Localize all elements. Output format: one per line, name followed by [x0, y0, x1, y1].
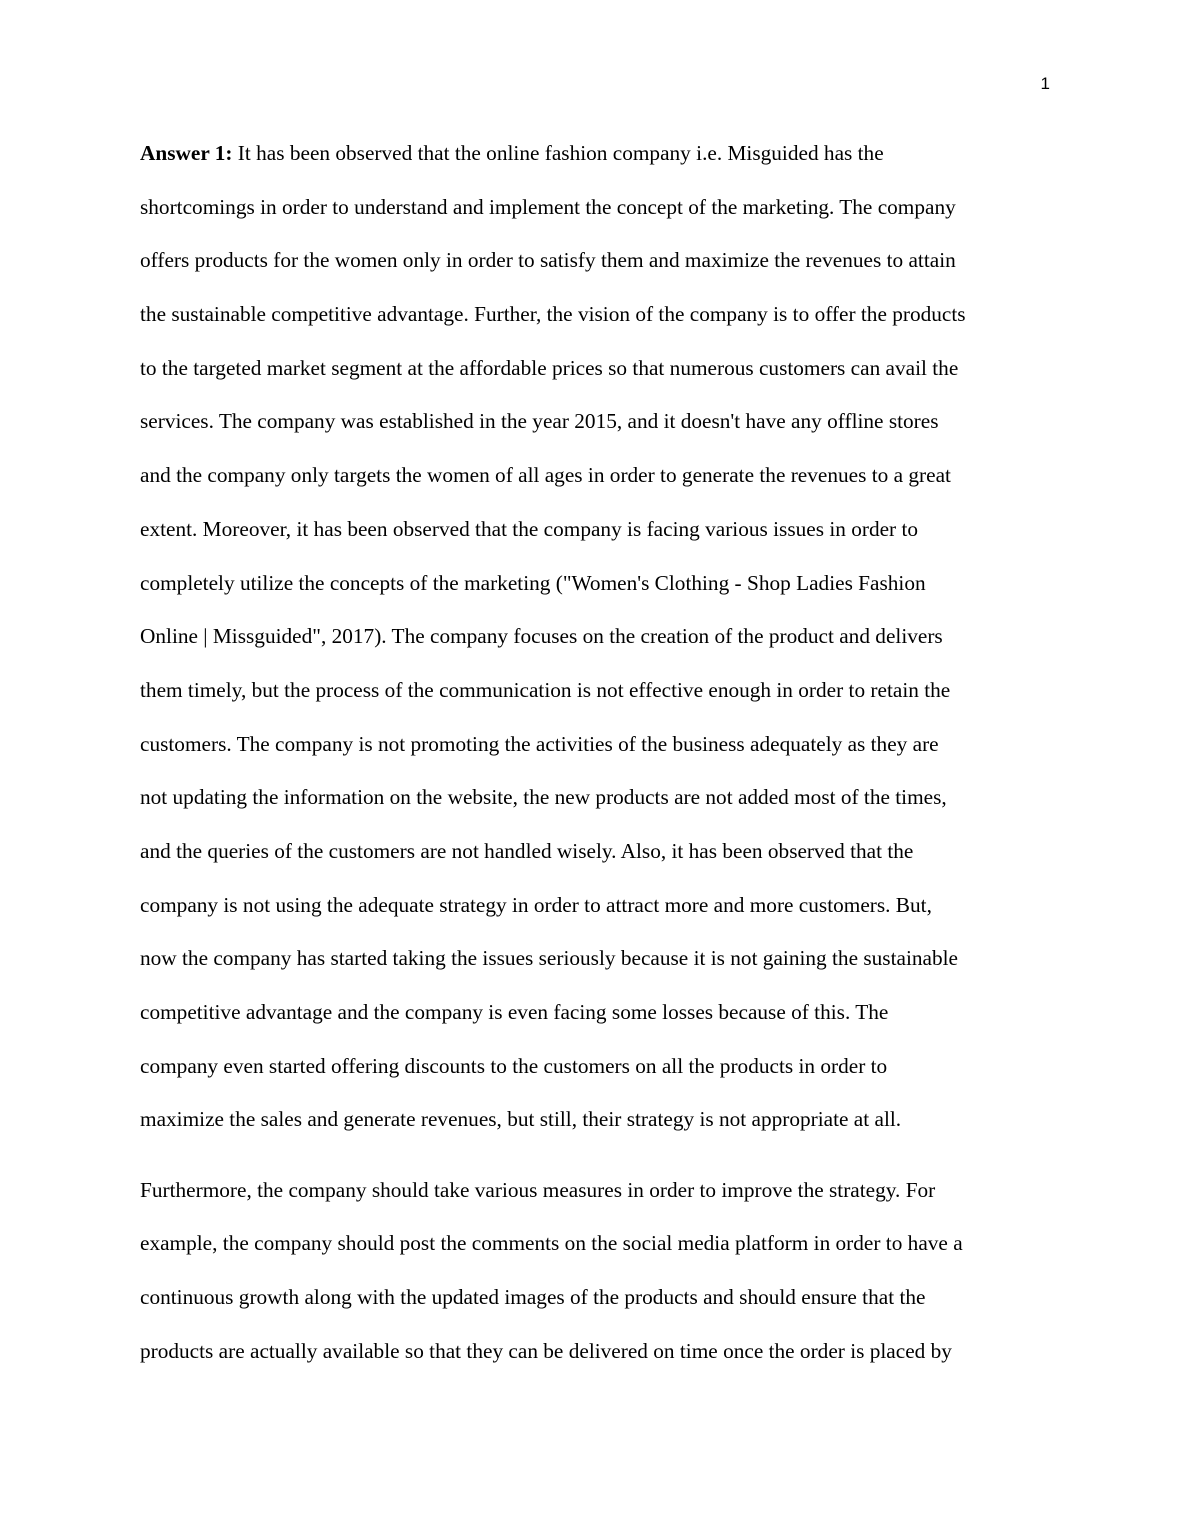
- text-line: completely utilize the concepts of the marketing ("Women's Clothing - Shop Ladies Fashion: [140, 570, 926, 595]
- text-line: Furthermore, the company should take various measures in order to improve the strategy. For: [140, 1177, 936, 1202]
- text-line: company even started offering discounts to the customers on all the products in order to: [140, 1053, 888, 1078]
- text-line: services. The company was established in the year 2015, and it doesn't have any offline stores: [140, 409, 939, 434]
- paragraph-1: [140, 127, 1050, 1147]
- text-line: maximize the sales and generate revenues, but still, their strategy is not appropriate at all.: [140, 1107, 902, 1132]
- answer-label: Answer 1:: [140, 141, 233, 165]
- text-line: extent. Moreover, it has been observed that the company is facing various issues in order to: [140, 516, 919, 541]
- text-line: company is not using the adequate strategy in order to attract more and more customers. But,: [140, 892, 932, 917]
- text-line: now the company has started taking the issues seriously because it is not gaining the sustainable: [140, 946, 958, 971]
- text-line: offers products for the women only in order to satisfy them and maximize the revenues to attain: [140, 248, 956, 273]
- text-line: the sustainable competitive advantage. Further, the vision of the company is to offer the products: [140, 302, 966, 327]
- text-line: customers. The company is not promoting the activities of the business adequately as they are: [140, 731, 939, 756]
- text-line: competitive advantage and the company is even facing some losses because of this. The: [140, 1000, 889, 1024]
- page-number: 1: [1040, 74, 1050, 93]
- text-line: [140, 127, 1050, 181]
- text-line-content: It has been observed that the online fashion company i.e. Misguided has the: [232, 141, 884, 165]
- text-line: example, the company should post the comments on the social media platform in order to have a: [140, 1231, 963, 1256]
- text-line: them timely, but the process of the communication is not effective enough in order to retain the: [140, 677, 951, 702]
- text-line: products are actually available so that they can be delivered on time once the order is placed by: [140, 1338, 952, 1363]
- text-line: and the company only targets the women of all ages in order to generate the revenues to a great: [140, 463, 951, 488]
- text-line: shortcomings in order to understand and implement the concept of the marketing. The company: [140, 194, 956, 219]
- text-line: and the queries of the customers are not handled wisely. Also, it has been observed that the: [140, 838, 914, 863]
- paragraph-2: [140, 1164, 1050, 1379]
- text-line: Online | Missguided", 2017). The company focuses on the creation of the product and delivers: [140, 624, 943, 649]
- text-line: continuous growth along with the updated images of the products and should ensure that the: [140, 1285, 926, 1310]
- text-line: to the targeted market segment at the affordable prices so that numerous customers can avail the: [140, 355, 959, 380]
- document-body: [140, 127, 1050, 1379]
- text-line: not updating the information on the website, the new products are not added most of the times,: [140, 785, 947, 810]
